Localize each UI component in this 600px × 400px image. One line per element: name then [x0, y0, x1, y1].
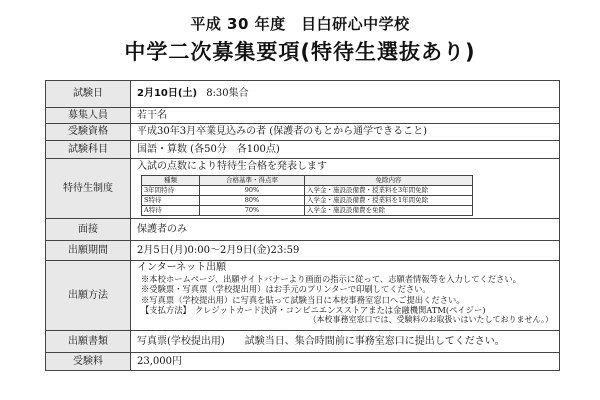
scholarship-header-type: 種類 [142, 176, 200, 186]
row-app-period [46, 241, 560, 261]
value-app-docs: 写真票(学校提出用) 試験当日、集合時間前に事務室窓口に提出してください。 [131, 331, 560, 353]
label-scholarship: 特待生制度 [46, 159, 131, 219]
table-row [142, 206, 473, 216]
scholarship-header-row [142, 176, 473, 186]
scholarship-table [141, 175, 473, 216]
document-title: 中学二次募集要項(特待生選抜あり) [124, 40, 476, 64]
label-interview: 面接 [46, 219, 131, 241]
document-subtitle: 平成 30 年度 目白研心中学校 [190, 15, 410, 33]
scholarship-exemption: 入学金・施設設備費を免除 [305, 206, 473, 216]
app-method-note: （本校事務室窓口では、受験料のお取扱いはいたしておりません。） [308, 315, 553, 325]
scholarship-type: 3年間特待 [142, 186, 200, 196]
scholarship-intro: 入試の点数により特待生合格を発表します [137, 161, 327, 172]
scholarship-criteria: 90% [200, 186, 305, 196]
value-app-period: 2月5日(月)0:00～2月9日(金)23:59 [131, 241, 560, 261]
label-subjects: 試験科目 [46, 141, 131, 159]
scholarship-type: A特待 [142, 206, 200, 216]
row-app-method [46, 261, 560, 331]
exam-time: 8:30集合 [206, 88, 249, 99]
app-method-line: ※写真票（学校提出用）に写真を貼って試験当日に本校事務室窓口へご提出ください。 [141, 294, 465, 305]
value-interview: 保護者のみ [131, 219, 560, 241]
scholarship-exemption: 入学金・施設設備費・授業料を3年間免除 [305, 186, 473, 196]
admission-table [45, 80, 560, 371]
value-qualification: 平成30年3月卒業見込みの者 (保護者のもとから通学できること) [131, 124, 560, 141]
row-subjects [46, 141, 560, 159]
scholarship-header-exemption: 免除内容 [305, 176, 473, 186]
label-fee: 受験料 [46, 353, 131, 371]
scholarship-header-criteria: 合格基準・得点率 [200, 176, 305, 186]
label-capacity: 募集人員 [46, 108, 131, 124]
value-subjects: 国語・算数 (各50分 各100点) [131, 141, 560, 159]
value-capacity: 若干名 [131, 108, 560, 124]
row-scholarship [46, 159, 560, 219]
label-app-period: 出願期間 [46, 241, 131, 261]
label-app-method: 出願方法 [46, 261, 131, 331]
exam-date-bold: 2月10日(土) [137, 88, 198, 99]
row-app-docs [46, 331, 560, 353]
table-row [142, 186, 473, 196]
value-exam-date [131, 81, 560, 108]
row-exam-date [46, 81, 560, 108]
app-method-line: ※本校ホームページ、出願サイトバナーより画面の指示に従って、志願者情報等を入力してください。 [141, 274, 521, 284]
row-capacity [46, 108, 560, 124]
label-exam-date: 試験日 [46, 81, 131, 108]
value-app-method [131, 261, 560, 331]
row-qualification [46, 124, 560, 141]
value-fee: 23,000円 [131, 353, 560, 371]
scholarship-criteria: 70% [200, 206, 305, 216]
app-method-line: ※受験票・写真票（学校提出用）はお手元のプリンターで印刷してください。 [141, 284, 431, 295]
label-app-docs: 出願書類 [46, 331, 131, 353]
scholarship-criteria: 80% [200, 196, 305, 206]
label-qualification: 受験資格 [46, 124, 131, 141]
app-method-line: 【支払方法】 クレジットカード決済・コンビニエンスストアまたは金融機関ATM(ペイジー) [141, 304, 486, 315]
scholarship-exemption: 入学金・施設設備費・授業料を1年間免除 [305, 196, 473, 206]
row-interview [46, 219, 560, 241]
table-row [142, 196, 473, 206]
row-fee [46, 353, 560, 371]
value-scholarship [131, 159, 560, 219]
app-method-title: インターネット出願 [137, 262, 227, 273]
scholarship-type: S特待 [142, 196, 200, 206]
